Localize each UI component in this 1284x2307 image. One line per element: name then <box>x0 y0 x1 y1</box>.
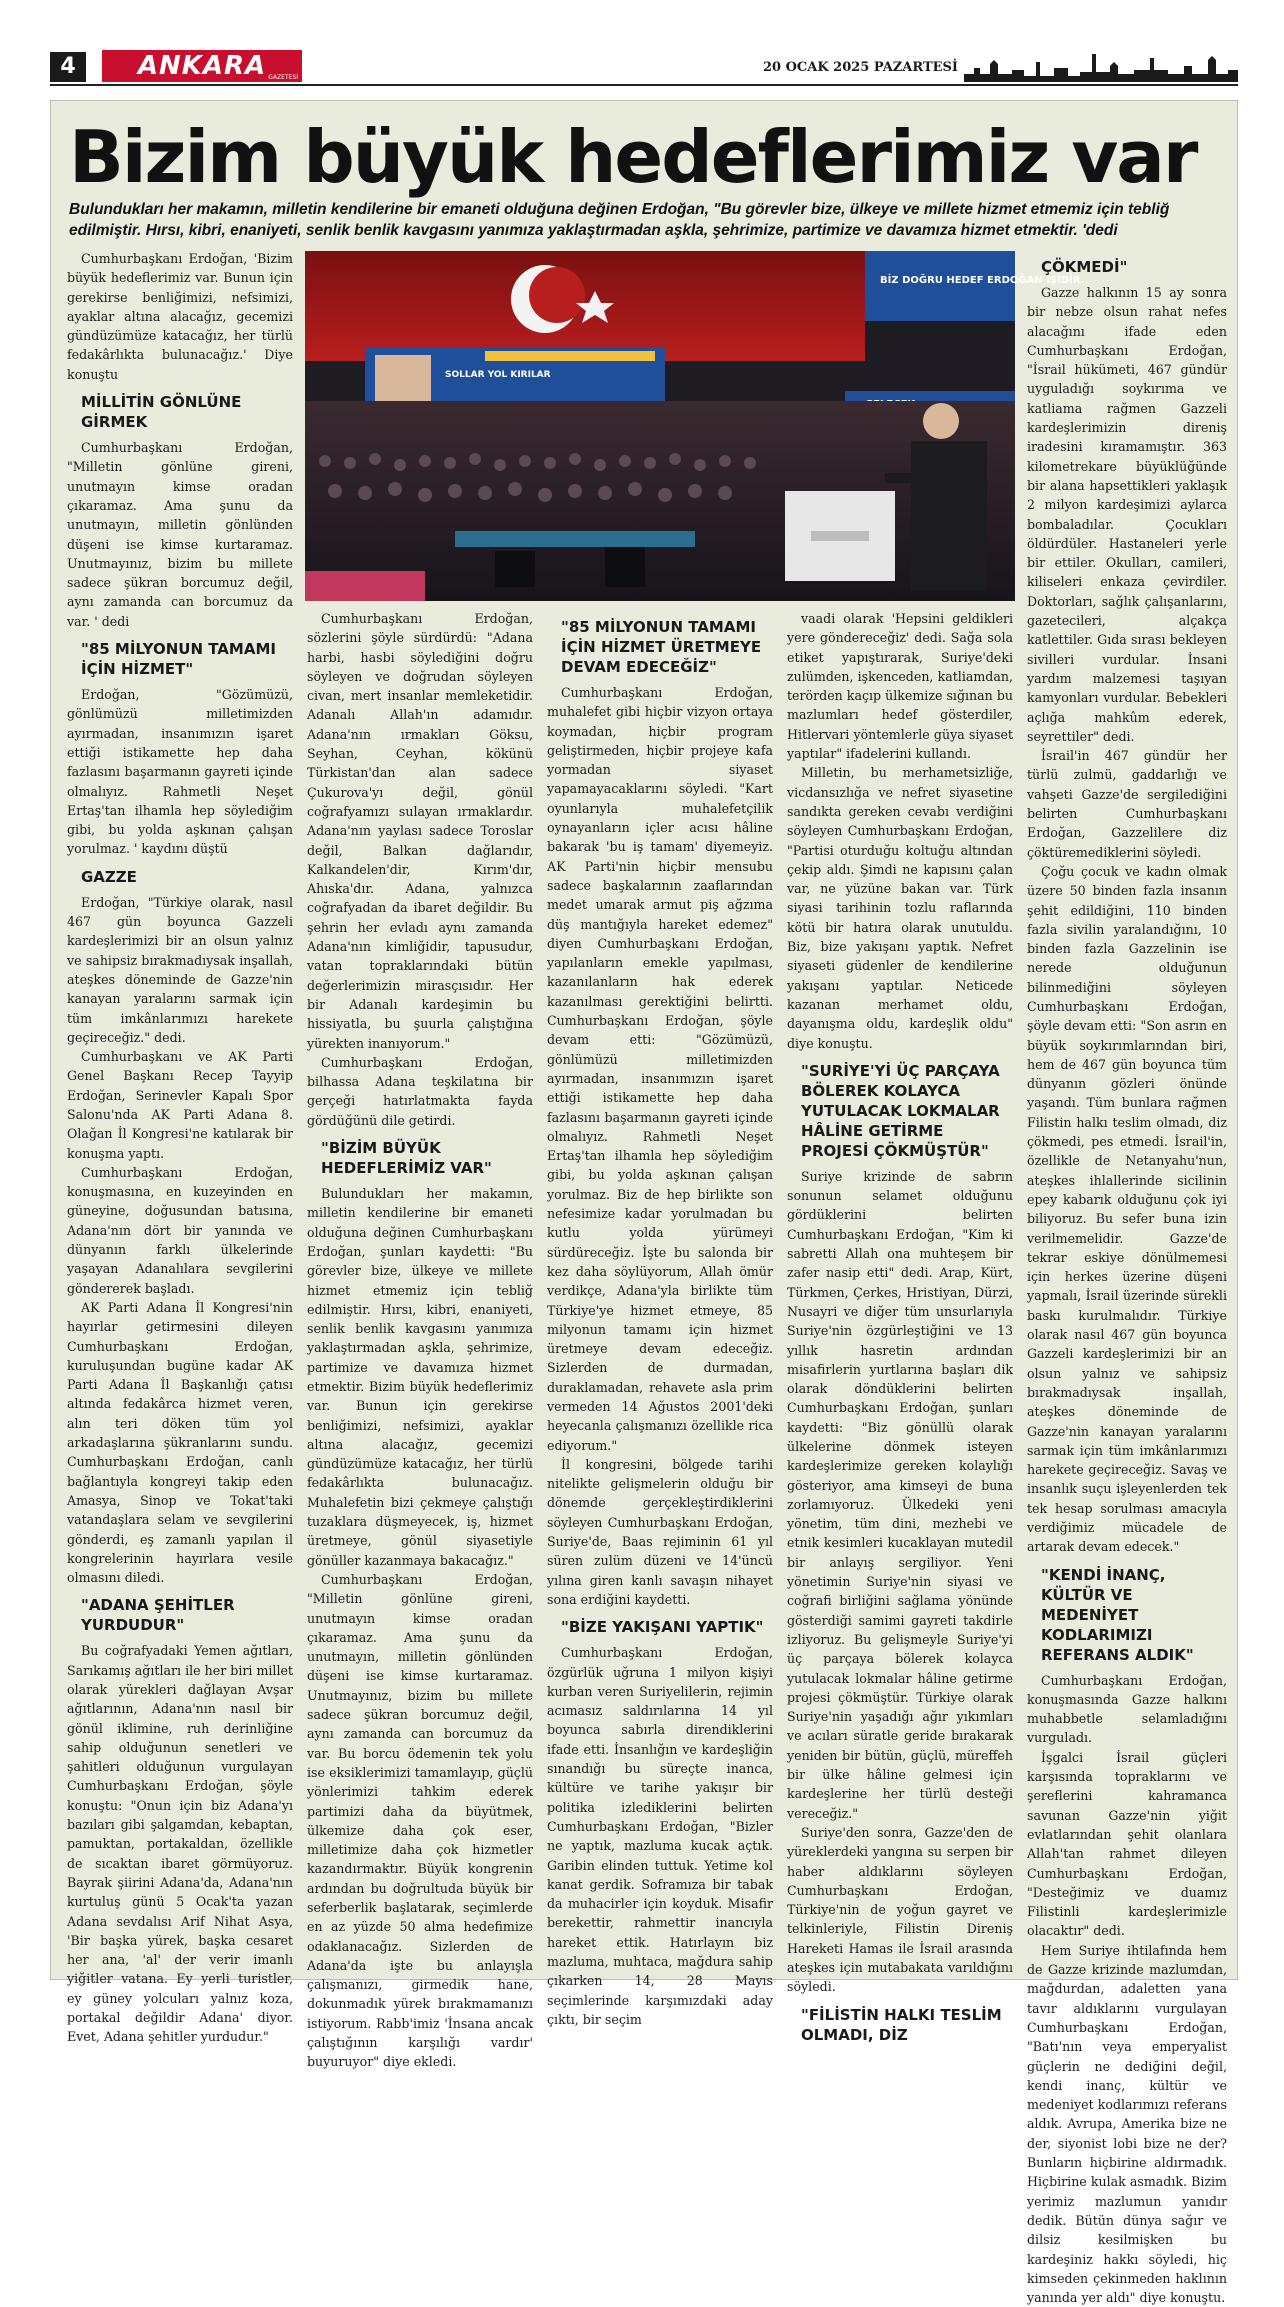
paragraph: Milletin, bu merhametsizliğe, vicdansızlığa ve nefret siyasetine sandıkta gereken cevabı verdiğini söyleyen Cumhurbaşkanı Erdoğan, "Partisi oturduğu koltuğu altından çekip aldı. Şimdi ne kapısını çalan var, ne yüzüne bakan var. Türk siyasi tarihinin tozlu raflarında kötü bir hatıra olarak unutuldu. Biz, bize yakışanı yaptık. Nefret siyaseti güdenler de kendilerine yakışanı yaptılar. Neticede kazanan merhamet oldu, dayanışma oldu, kardeşlik oldu" diye konuştu. <box>787 765 1013 1051</box>
paragraph: Erdoğan, "Gözümüzü, gönlümüzü milletimizden ayırmadan, insanımızın işaret ettiği istikamette hep daha fazlasını başarmanın gayreti içinde olmalıyız. Rahmetli Neşet Ertaş'tan ilhamla hep söylediğim gibi, bu yolda aşkınan çalışan yorulmaz. ' kaydını düştü <box>67 687 293 857</box>
paragraph: vaadi olarak 'Hepsini geldikleri yere göndereceğiz' dedi. Sağa sola etiket yapıştırarak, Suriye'deki zulümden, işkenceden, katliamdan, terörden kaçıp ülkemize sığınan bu mazlumları hedef gösterdiler, Hitlervari yöntemlerle güya siyaset yaptılar" ifadelerini kullandı. <box>787 611 1013 762</box>
paragraph: Cumhurbaşkanı ve AK Parti Genel Başkanı Recep Tayyip Erdoğan, Serinevler Kapalı Spor Salonu'nda AK Parti Adana 8. Olağan İl Kongresi'ne katılarak bir konuşma yaptı. <box>67 1049 293 1161</box>
issue-date: 20 OCAK 2025 PAZARTESİ <box>762 60 958 75</box>
paragraph: Cumhurbaşkanı Erdoğan, sözlerini şöyle sürdürdü: "Adana harbi, hasbi söylediğini doğru söyleyen ve doğrudan söyleyen civan, mert insanlar memleketidir. Adanalı Allah'ın adamıdır. Adana'nın ırmakları Göksu, Seyhan, Ceyhan, kökünü Türkistan'dan alan sadece Çukurova'yı değil, gönül coğrafyamızı sulayan ırmaklardır. Adana'nın yaylası sadece Toroslar değil, Balkan dağlarıdır, Kalkandelen'dir, Kırım'dır, Ahıska'dır. Adana, yalnızca coğrafyadan da ibaret değildir. Bu şehrin her evladı aynı zamanda Adana'nın kimliğidir, tapusudur, vatan topraklarındaki bütün değerlerimizin mirasçısıdır. Her bir Adanalı kardeşimin bu hissiyatla, bu şuurla çalıştığına yürekten inanıyorum." <box>307 611 533 1051</box>
newspaper-logo <box>102 50 302 82</box>
paragraph: Cumhurbaşkanı Erdoğan, bilhassa Adana teşkilatına bir gerçeği hatırlatmakta fayda gördüğünü dile getirdi. <box>307 1054 533 1128</box>
section-heading: "ADANA ŞEHİTLER YURDUDUR" <box>81 1596 235 1635</box>
paragraph: Cumhurbaşkanı Erdoğan, "Milletin gönlüne gireni, unutmayın kimse oradan çıkaramaz. Ama şunu da unutmayın, milletin gönlünden düşeni ise kimse kurtaramaz. Unutmayınız, bizim bu millete sadece şükran borcumuz değil, aynı zamanda can borcumuz da var. ' dedi <box>67 440 293 629</box>
paragraph: İşgalci İsrail güçleri karşısında topraklarını ve şereflerini kahramanca savunan Gazze'nin yiğit evlatlarından şehit olanlara Allah'tan rahmet dileyen Cumhurbaşkanı Erdoğan, "Desteğimiz ve duamız Filistinli kardeşlerimizle olacaktır" dedi. <box>1027 1749 1227 1939</box>
article-lead: Bulundukları her makamın, milletin kendilerine bir emaneti olduğuna değinen Erdoğan, "Bu görevler bize, ülkeye ve millete hizmet etmemiz için tebliğ edilmiştir. Hırsı, kibri, enaniyeti, senlik benlik kavgasını yanımıza yaklaştırmadan aşkla, şehrimize, partimize ve davamıza hizmet etmektir. 'dedi <box>69 201 1170 239</box>
paragraph: Cumhurbaşkanı Erdoğan, 'Bizim büyük hedeflerimiz var. Bunun için gerekirse benliğimizi, nefsimizi, ayaklar altına alacağız, gecemizi gündüzümüze katacağız, her türlü fedakârlıkta bulunacağız.' Diye konuştu <box>67 251 293 382</box>
section-heading: "85 MİLYONUN TAMAMI İÇİN HİZMET" <box>81 640 276 679</box>
paragraph: Cumhurbaşkanı Erdoğan, muhalefet gibi hiçbir vizyon ortaya koymadan, hiçbir program geliştirmeden, hiçbir projeye kafa yormadan siyaset yapamayacaklarını söyledi. "Kart oyunlarıyla muhalefetçilik oynayanların içler acısı hâline bakarak 'bu iş tamam' diyemeyiz. AK Parti'nin hiçbir mensubu sadece başkalarının zaaflarından medet umarak armut piş ağzıma düş mantığıyla hareket edemez" diyen Cumhurbaşkanı Erdoğan, yapılanların emekle yapılması, kazanılanların hak ederek kazanılması gerektiğini belirtti. Cumhurbaşkanı Erdoğan, şöyle devam etti: "Gözümüzü, gönlümüzü milletimizden ayırmadan, insanımızın işaret ettiği istikamette hep daha fazlasını başarmanın gayreti içinde olmalıyız. Rahmetli Neşet Ertaş'tan ilhamla hep söylediğim gibi, bu yolda aşkınan çalışan yorulmaz. Biz de hep birlikte son nefesimize kadar yorulmadan bu kutlu yolda yürümeyi sürdüreceğiz. İşte bu salonda bir kez daha söylüyorum, Allah ömür verdikçe, Adana'yla birlikte tüm Türkiye'ye hizmet etmeye, 85 milyonun tamamı için hizmet üretmeye devam edeceğiz. Sizlerden de durmadan, duraklamadan, rehavete asla prim vermeden 14 Ağustos 2001'deki heyecanla çalışmanızı özellikle rica ediyorum." <box>547 685 773 1453</box>
text-column-3 <box>547 609 773 2027</box>
logo-text: ANKARA <box>137 51 267 81</box>
section-heading: GAZZE <box>81 867 137 886</box>
section-heading: "85 MİLYONUN TAMAMI İÇİN HİZMET ÜRETMEYE DEVAM EDECEĞİZ" <box>561 618 762 676</box>
paragraph: Çoğu çocuk ve kadın olmak üzere 50 binden fazla insanın şehit edildiğini, 110 binden fazla sivilin yaralandığını, 10 binden fazla Gazzelinin ise nerede olduğunun bilinmediğini söyleyen Cumhurbaşkanı Erdoğan, şöyle devam etti: "Son asrın en büyük soykırımlarından biri, hem de 467 gün boyunca tüm dünyanın gözleri önünde yaşandı. Tüm bunlara rağmen Filistin halkı teslim olmadı, diz çökmedi, pes etmedi. İsrail'in, özellikle de Netanyahu'nun, ateşkes ihlallerinde sicilinin epey kabarık olduğunu çok iyi biliyoruz. Bu sefer buna izin verilmemelidir. Gazze'de tekrar eskiye dönülmemesi için herkes üzerine düşeni yapmalı, İsrail üzerinde sürekli baskı kurulmalıdır. Türkiye olarak nasıl 467 gün boyunca Gazzeli kardeşlerimizi bir an olsun yalnız ve sahipsiz bırakmadıysak inşallah, ateşkes döneminde de Gazze'nin kanayan yaralarını sarmak için tüm imkânlarımızı harekete geçireceğiz. Savaş ve insanlık suçu işleyenlerden tek tek hesap sorulması amacıyla verdiğimiz mücadele de artarak devam edecek." <box>1027 863 1227 1555</box>
section-heading: ÇÖKMEDİ" <box>1041 258 1128 276</box>
paragraph: Gazze halkının 15 ay sonra bir nebze olsun rahat nefes alacağını ifade eden Cumhurbaşkanı Erdoğan, "İsrail hükümeti, 467 gündür uyguladığı soykırıma ve katliama rağmen Gazzeli kardeşlerimizin direniş iradesini kıramamıştır. 363 kilometrekare büyüklüğünde bir alana hapsettikleri yaklaşık 2 milyon kardeşimizi aylarca bombaladılar. Çocukları öldürdüler. Hastaneleri yerle bir ettiler. Okulları, camileri, kiliseleri enkaza çevirdiler. Doktorları, sağlık çalışanlarını, gazetecileri, alçakça katlettiler. Gıda sırası bekleyen sivilleri vurdular. İnsani yardım malzemesi taşıyan kamyonları vurdular. Bebekleri açlığa mahkûm ederek, seyrettiler" dedi. <box>1027 285 1227 744</box>
paragraph: Cumhurbaşkanı Erdoğan, özgürlük uğruna 1 milyon kişiyi kurban veren Suriyelilerin, rejimin acımasız saldırılarına 14 yıl boyunca sabırla direndiklerini ifade etti. İnsanlığın ve kardeşliğin sınandığı bu süreçte inanca, kültüre ve tarihe yakışır bir politika izlediklerini belirten Cumhurbaşkanı Erdoğan, "Bizler ne yaptık, mazluma kucak açtık. Garibin elinden tuttuk. Yetime kol kanat gerdik. Soframıza bir tabak da muhacirler için koyduk. Misafir berekettir, rahmettir inancıyla hareket ettik. Hatırlayın biz mazluma, muhtaca, mağdura sahip çıkarken 14, 28 Mayıs seçimlerinde karşımızdaki aday çıktı, bir seçim <box>547 1645 773 2027</box>
paragraph: Bulundukları her makamın, milletin kendilerine bir emaneti olduğuna değinen Cumhurbaşkanı Erdoğan, şunları kaydetti: "Bu görevler bize, ülkeye ve millete hizmet etmemiz için tebliğ edilmiştir. Hırsı, kibri, enaniyeti, senlik benlik kavgasını yanımıza yaklaştırmadan aşkla, şehrimize, partimize ve davamıza hizmet etmektir. Bizim büyük hedeflerimiz var. Bunun için gerekirse benliğimizi, nefsimizi, ayaklar altına alacağız, gecemizi gündüzümüze katacağız, her türlü fedakârlıkta bulunacağız. Muhalefetin bizi çekmeye çalıştığı tuzaklara düşmeyecek, iş, hizmet üretmeye, gönül siyasetiyle gönüller kazanmaya bakacağız." <box>307 1186 533 1568</box>
section-heading: "SURİYE'Yİ ÜÇ PARÇAYA BÖLEREK KOLAYCA YUTULACAK LOKMALAR HÂLİNE GETİRME PROJESİ ÇÖKMÜŞTÜR" <box>801 1061 1000 1160</box>
banner-top-text: BİZ DOĞRU HEDEF ERDOĞAN İŞİDİR. <box>880 275 1085 286</box>
paragraph: Cumhurbaşkanı Erdoğan, konuşmasında Gazze halkını muhabbetle selamladığını vurguladı. <box>1027 1672 1227 1746</box>
paragraph: Bu coğrafyadaki Yemen ağıtları, Sarıkamış ağıtları ile her biri millet olarak yürekleri dağlayan Avşar ağıtlarının, Adana'nın nasıl bir gönül ikliminе, ruh derinliğine sahip olduğunun senetleri ve şahitleri olduğunun vurgulayan Cumhurbaşkanı Erdoğan, şöyle konuştu: "Onun için biz Adana'yı bazıları gibi şalgamdan, kebaptan, pamuktan, portakaldan, özellikle de sıcaktan ibaret görmüyoruz. Bayrak şiirini Adana'da, Adana'nın kurtuluş günü 5 Ocak'ta yazan Adana sevdalısı Arif Nihat Asya, 'Bir başka yürek, başka cesaret her ana, 'al' der verir imanlı yiğitler vatana. Ey yerli turistler, ey güney yolcuları yalnız koza, portakal değildir Adana' diyor. Evet, Adana şehitler yurdudur." <box>67 1643 293 2045</box>
text-column-1 <box>67 249 293 2045</box>
paragraph: Suriye krizinde de sabrın sonunun selamet olduğunu gördüklerini belirten Cumhurbaşkanı Erdoğan, "Kim ki sabretti Allah ona muhteşem bir zafer nasip etti" dedi. Arap, Kürt, Türkmen, Çerkes, Hristiyan, Dürzi, Nusayri ve diğer tüm unsurlarıyla Suriye'nin özgürleştiğini ve 13 yıllık hasretin ardından misafirlerin yurtlarına başları dik olarak döndüklerini belirten Cumhurbaşkanı Erdoğan, şunları kaydetti: "Biz gönüllü olarak ülkelerine dönmek isteyen kardeşlerimize gereken kolaylığı gösteriyor, ama kimseyi de buna zorlamıyoruz. Ülkedeki yeni yönetim, tüm dini, mezhebi ve etnik kesimleri kucaklayan mutedil bir anlayış sergiliyor. Yeni yönetimin Suriye'nin siyasi ve coğrafi birliğini sağlama yönünde gösterdiği samimi gayreti takdirle izliyoruz. Bu gelişmeyle Suriye'yi üç parçaya bölerek kolayca yutulacak lokmalar hâline getirme projesi çökmüştür. Türkiye olarak Suriye'nin yaşadığı ağır yıkımları ve acıları süratle geride bırakarak yeniden bir bütün, güçlü, müreffeh bir ülke hâline gelmesi için kardeşlerine her türlü desteği vereceğiz." <box>787 1168 1013 1821</box>
article-panel <box>50 100 1238 2306</box>
paragraph: Cumhurbaşkanı Erdoğan, "Milletin gönlüne gireni, unutmayın kimse oradan çıkaramaz. Ama şunu da unutmayın, milletin gönlünden düşeni ise kimse kurtaramaz. Unutmayınız, bizim bu millete sadece şükran borcumuz değil, aynı zamanda can borcumuz da var. Bu borcu ödemenin tek yolu ise eksiklerimizi tamamlayıp, güçlü yönlerimizi tahkim ederek partimizi daha da büyütmek, ülkemize daha çok eser, milletimize daha çok hizmetler kazandırmaktır. Büyük kongrenin ardından bu doğrultuda büyük bir seferberlik başlatarak, seçimlerde en az yüzde 50 alma hedefimize odaklanacağız. Sizlerden de Adana'da işte bu anlayışla çalışmanızı, girmedik hane, dokunmadık yürek bırakmamanızı istiyorum. Rabb'imiz 'İnsana ancak çalıştığının karşılığı vardır' buyuruyor" diye ekledi. <box>307 1571 533 2070</box>
text-column-5 <box>1027 249 1227 2306</box>
article-headline: Bizim büyük hedeflerimiz var <box>69 115 1197 199</box>
paragraph: İl kongresini, bölgede tarihi nitelikte gelişmelerin olduğu bir dönemde gerçekleştirdiklerini söyleyen Cumhurbaşkanı Erdoğan, Suriye'de, Baas rejiminin 61 yıl süren zulüm düzeni ve 14'üncü yılına giren kanlı savaşın nihayet sona erdiğini kaydetti. <box>547 1456 773 1607</box>
banner-left-text: SOLLAR YOL KIRILAR <box>445 370 551 380</box>
paragraph: Cumhurbaşkanı Erdoğan, konuşmasına, en kuzeyinden en güneyine, doğusundan batısına, Adana'nın dört bir yanında ve dünyanın farklı ülkelerinde yaşayan Adanalılara sevgilerini göndererek başladı. <box>67 1164 293 1296</box>
section-heading: "BİZİM BÜYÜK HEDEFLERİMİZ VAR" <box>321 1139 492 1178</box>
paragraph: İsrail'in 467 gündür her türlü zulmü, gaddarlığı ve vahşeti Gazze'de sergilediğini belirten Cumhurbaşkanı Erdoğan, Gazzelilere diz çöktüremediklerini söyledi. <box>1027 748 1227 860</box>
city-skyline-icon <box>964 50 1238 82</box>
section-heading: "BİZE YAKIŞANI YAPTIK" <box>561 1618 764 1637</box>
paragraph: Suriye'den sonra, Gazze'den de yüreklerdeki yangına su serpen bir haber aldıklarını söyleyen Cumhurbaşkanı Erdoğan, Türkiye'nin de yoğun gayret ve telkinleriyle, Filistin Direniş Hareketi Hamas ile İsrail arasında ateşkes için mutabakata varıldığını söyledi. <box>787 1824 1013 1995</box>
masthead <box>50 50 1238 86</box>
section-heading: "FİLİSTİN HALKI TESLİM OLMADI, DİZ <box>801 2005 1002 2044</box>
text-column-2 <box>307 609 533 2070</box>
page-number: 4 <box>50 52 86 82</box>
text-column-4 <box>787 609 1013 2044</box>
logo-subtitle: GAZETESİ <box>268 74 298 81</box>
section-heading: "KENDİ İNANÇ, KÜLTÜR VE MEDENİYET KODLARIMIZI REFERANS ALDIK" <box>1041 1565 1194 1664</box>
paragraph: Erdoğan, "Türkiye olarak, nasıl 467 gün boyunca Gazzeli kardeşlerimizi bir an olsun yalnız ve sahipsiz bırakmadıysak inşallah, ateşkes döneminde de Gazze'nin kanayan yaralarını sarmak için tüm imkânlarımızı harekete geçireceğiz." dedi. <box>67 894 293 1045</box>
paragraph: Hem Suriye ihtilafında hem de Gazze krizinde mazlumdan, mağdurdan, adaletten yana tavır aldıklarını vurgulayan Cumhurbaşkanı Erdoğan, "Batı'nın veya emperyalist güçlerin ne dediğini değil, kendi inanç, kültür ve medeniyet kodlarımızı referans aldık. Avrupa, Amerika bize ne der, siyonist lobi bize ne der? Bunların hiçbirine aldırmadık. Hiçbirine kulak asmadık. Bizim yerimiz mazlumun yanıdır dedik. Bütün dünya sağır ve dilsiz kesilmişken bu kardeşiniz hakkı söyledi, hiç kimseden çekinmeden haklının yanında yer aldı" diye konuştu. <box>1027 1942 1227 2306</box>
paragraph: AK Parti Adana İl Kongresi'nin hayırlar getirmesini dileyen Cumhurbaşkanı Erdoğan, kuruluşundan bugüne kadar AK Parti Adana İl Başkanlığı çatısı altında fedakârca hizmet veren, alın teri döken tüm yol arkadaşlarına şükranlarını sundu. Cumhurbaşkanı Erdoğan, canlı bağlantıyla kongreyi takip eden Amasya, Sinop ve Tokat'taki vatandaşlara selam ve sevgilerini gönderdi, eş zamanlı yapılan il kongrelerinin hayırlara vesile olmasını diledi. <box>67 1299 293 1586</box>
section-heading: MİLLİTİN GÖNLÜNE GİRMEK <box>81 393 242 432</box>
